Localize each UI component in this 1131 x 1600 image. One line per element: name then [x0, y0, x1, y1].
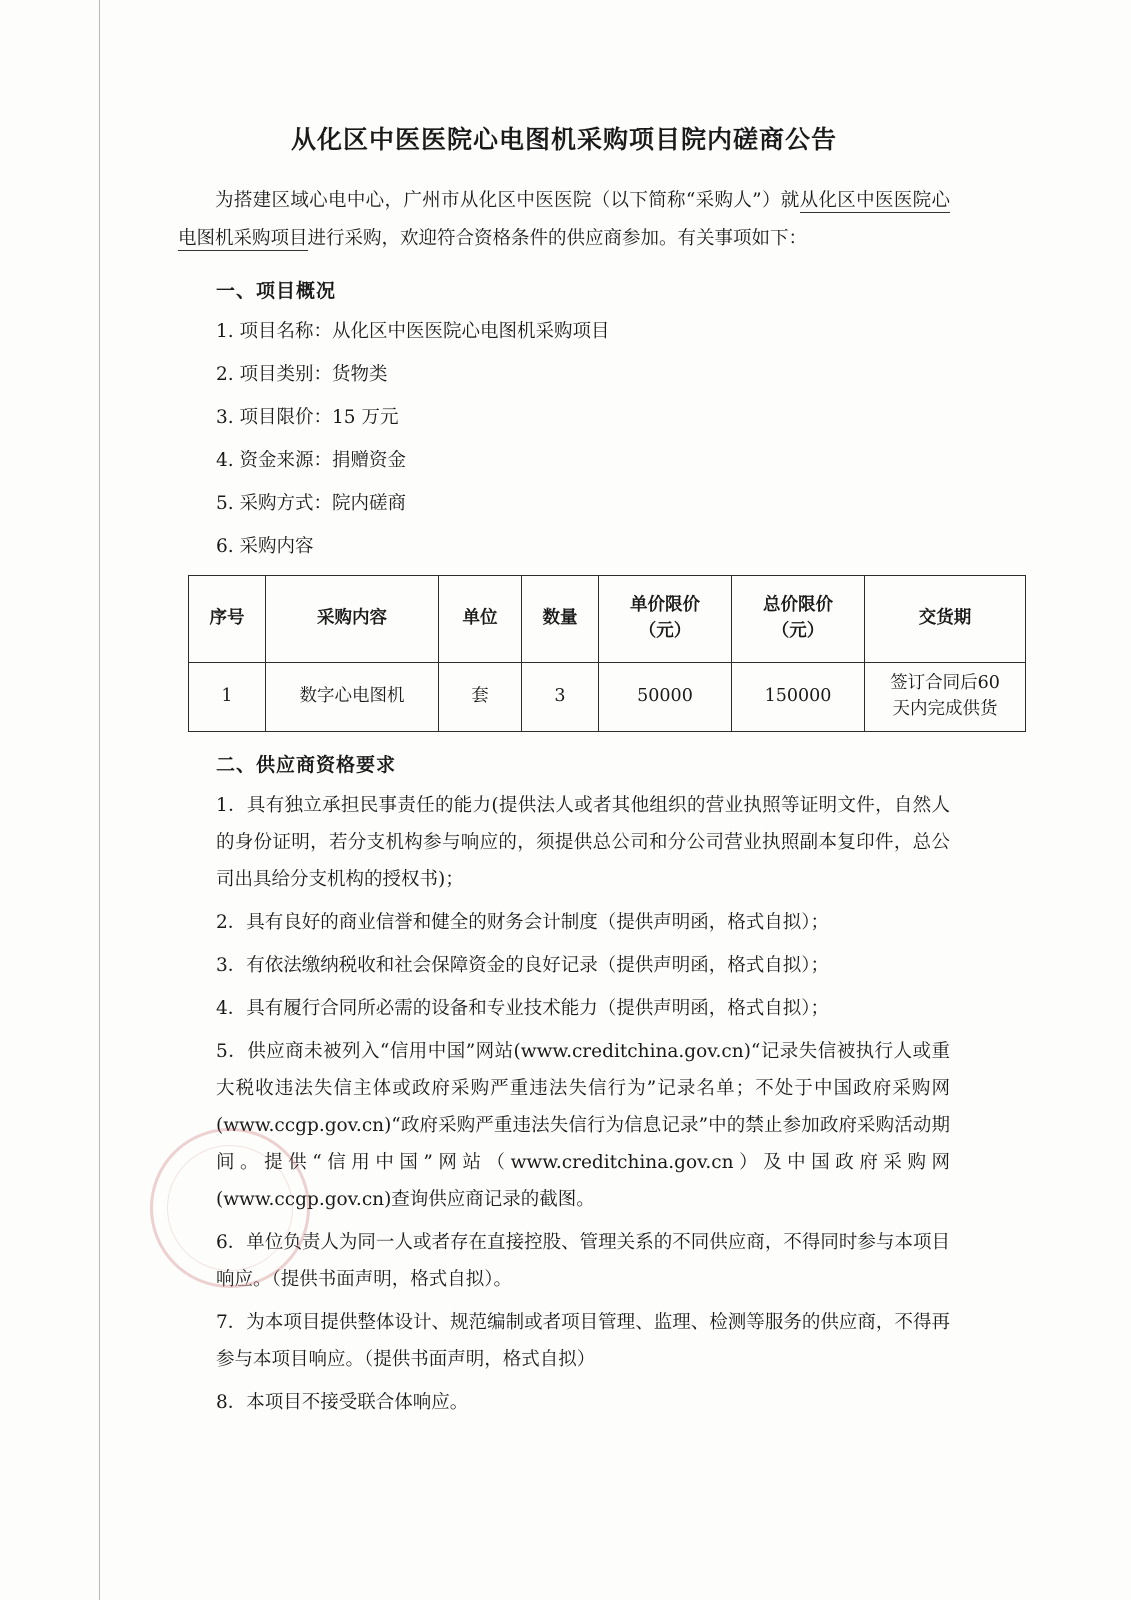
overview-item-price-limit: 3. 项目限价：15 万元 [216, 406, 399, 428]
overview-item-name: 1. 项目名称：从化区中医医院心电图机采购项目 [216, 320, 610, 342]
table-header-total-price-line1: 总价限价 [763, 595, 833, 616]
cell-delivery-line1: 签订合同后60 [890, 673, 1000, 694]
table-header-row [189, 575, 1026, 662]
page-title: 从化区中医医院心电图机采购项目院内磋商公告 [290, 125, 837, 154]
section-heading-qualification: 二、供应商资格要求 [216, 753, 397, 776]
table-header-unit-price [599, 575, 732, 662]
qualification-item-4: 4．具有履行合同所必需的设备和专业技术能力（提供声明函，格式自拟）； [216, 997, 830, 1019]
qualification-item-2: 2．具有良好的商业信誉和健全的财务会计制度（提供声明函，格式自拟）； [216, 911, 830, 933]
cell-unit-price: 50000 [599, 662, 732, 731]
cell-total-price: 150000 [732, 662, 865, 731]
overview-item-method: 5. 采购方式：院内磋商 [216, 492, 407, 514]
table-header-unit-text: 单位 [462, 608, 498, 629]
document-content [178, 120, 1000, 1427]
table-header-unit-price-line2: （元） [638, 620, 692, 641]
qualification-item-8: 8．本项目不接受联合体响应。 [216, 1391, 469, 1413]
qualification-item-7: 7．为本项目提供整体设计、规范编制或者项目管理、监理、检测等服务的供应商，不得再参与本项目响应。（提供书面声明，格式自拟） [216, 1311, 950, 1370]
procurement-table [188, 575, 1026, 732]
page-binding-line [99, 0, 100, 1600]
table-header-no-text: 序号 [209, 608, 245, 629]
intro-paragraph [178, 182, 950, 258]
qualification-item-6: 6．单位负责人为同一人或者存在直接控股、管理关系的不同供应商，不得同时参与本项目响应。（提供书面声明，格式自拟）。 [216, 1231, 950, 1290]
qualification-item-3: 3．有依法缴纳税收和社会保障资金的良好记录（提供声明函，格式自拟）； [216, 954, 830, 976]
cell-no: 1 [189, 662, 266, 731]
qualification-item-1: 1．具有独立承担民事责任的能力(提供法人或者其他组织的营业执照等证明文件，自然人的身份证明，若分支机构参与响应的，须提供总公司和分公司营业执照副本复印件，总公司出具给分支机构的授权书)； [216, 794, 950, 890]
cell-qty: 3 [522, 662, 599, 731]
intro-prefix: 为搭建区域心电中心，广州市从化区中医医院（以下简称“采购人”）就 [215, 190, 800, 211]
table-header-no [189, 575, 266, 662]
overview-item-content: 6. 采购内容 [216, 535, 314, 557]
intro-underlined-project: 从化区中医医院心电图机采购项目 [178, 190, 950, 249]
table-header-qty [522, 575, 599, 662]
cell-delivery-line2: 天内完成供货 [892, 698, 998, 719]
table-header-item [266, 575, 439, 662]
qualification-item-5: 5．供应商未被列入“信用中国”网站(www.creditchina.gov.cn)“记录失信被执行人或重大税收违法失信主体或政府采购严重违法失信行为”记录名单；不处于中国政府采购网(www.ccgp.gov.cn)“政府采购严重违法失信行为信息记录”中的禁止参加政府采购活动期间。提供“信用中国”网站（www.creditchina.gov.cn）及中国政府采购网(www.ccgp.gov.cn)查询供应商记录的截图。 [216, 1040, 950, 1210]
table-header-unit-price-line1: 单价限价 [630, 595, 700, 616]
table-header-qty-text: 数量 [542, 608, 578, 629]
intro-suffix: 进行采购，欢迎符合资格条件的供应商参加。有关事项如下： [307, 227, 808, 249]
table-header-delivery-text: 交货期 [918, 608, 972, 629]
cell-unit: 套 [439, 662, 522, 731]
table-header-item-text: 采购内容 [317, 608, 387, 629]
section-heading-overview: 一、项目概况 [216, 279, 337, 302]
table-header-delivery [865, 575, 1026, 662]
overview-item-funding: 4. 资金来源：捐赠资金 [216, 449, 407, 471]
overview-item-category: 2. 项目类别：货物类 [216, 363, 388, 385]
cell-delivery [865, 662, 1026, 731]
cell-item-name: 数字心电图机 [266, 662, 439, 731]
table-row [189, 662, 1026, 731]
table-header-total-price [732, 575, 865, 662]
table-header-total-price-line2: （元） [771, 620, 825, 641]
table-header-unit [439, 575, 522, 662]
